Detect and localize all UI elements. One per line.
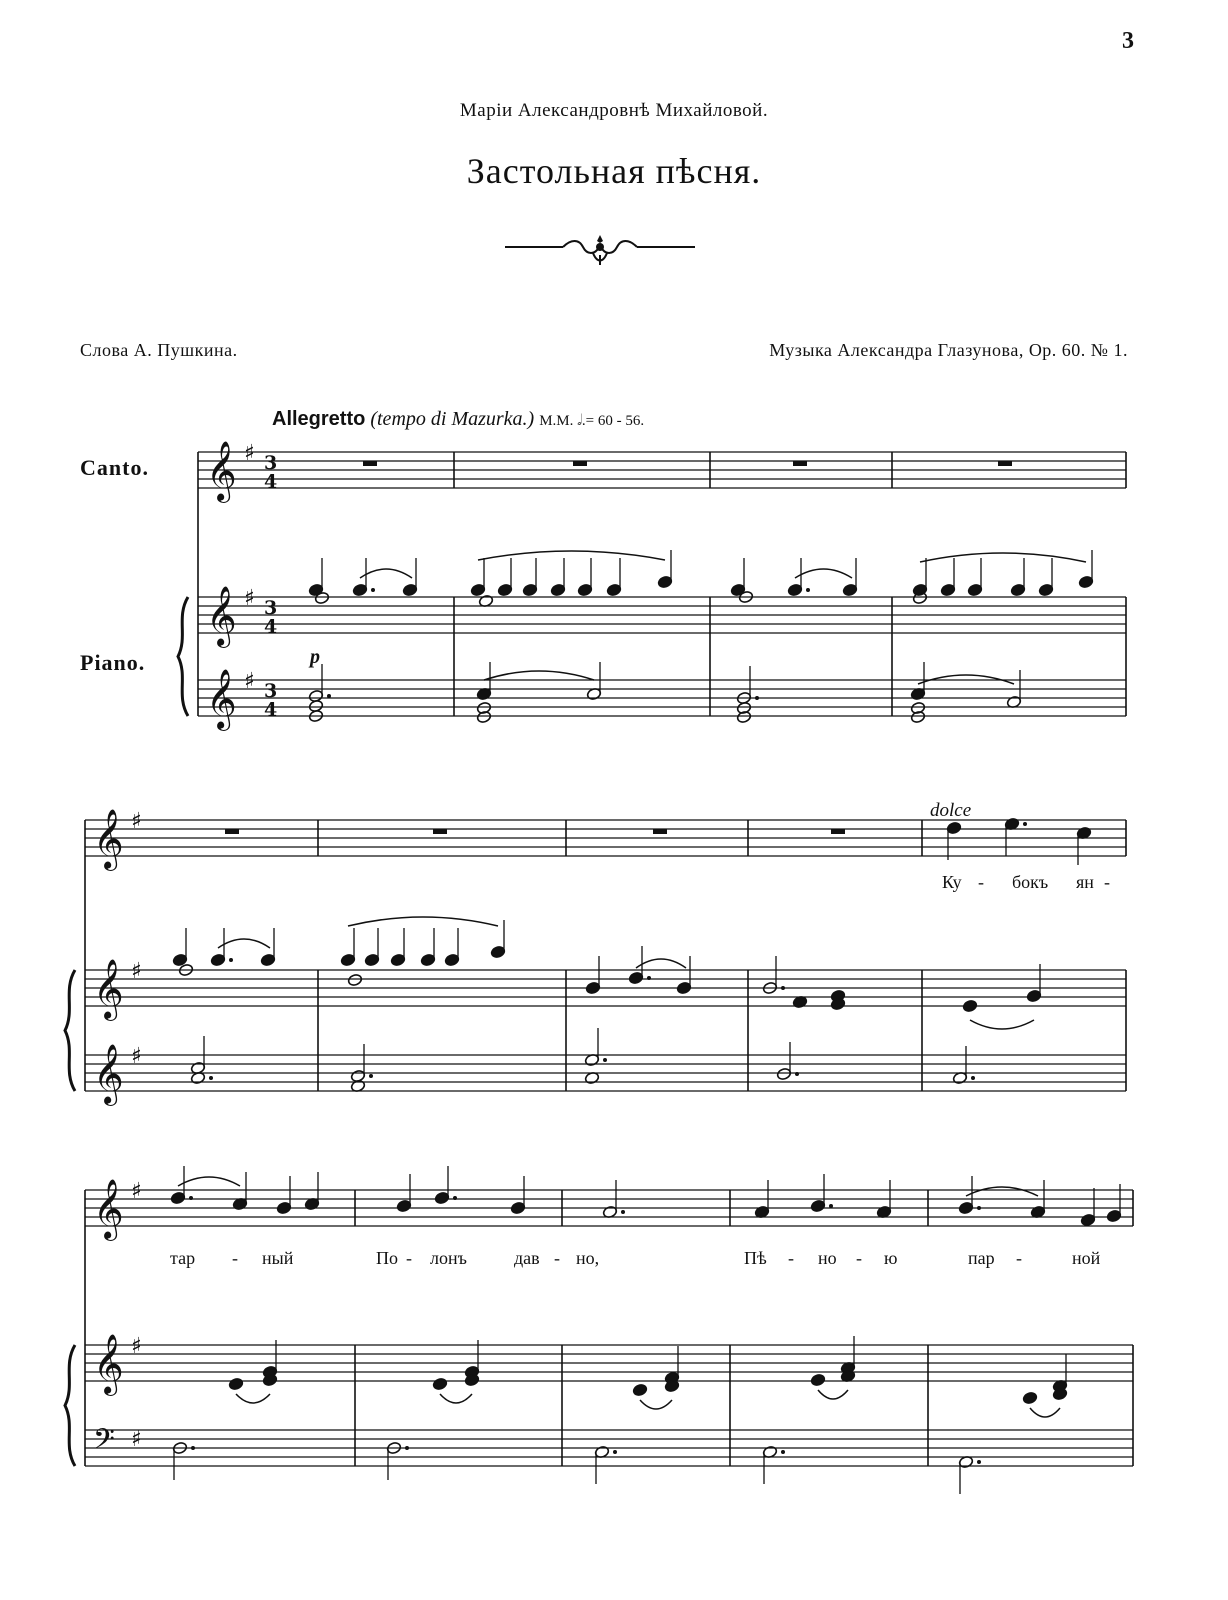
whole-rest: [363, 461, 377, 466]
lyric-hyphen: -: [788, 1248, 794, 1268]
dynamic-p: p: [310, 646, 320, 668]
time-signature-bottom: 4: [264, 616, 278, 638]
lyric-syllable: По: [376, 1248, 398, 1268]
whole-rest: [831, 829, 845, 834]
slur: [636, 959, 686, 968]
key-signature-sharp: ♯: [244, 669, 255, 694]
note-dot: [613, 1450, 617, 1454]
key-signature-sharp: ♯: [244, 586, 255, 611]
treble-clef-icon: 𝄞: [93, 1179, 124, 1239]
lyric-hyphen: -: [406, 1248, 412, 1268]
note-dot: [369, 1074, 373, 1078]
note-head: [228, 1377, 243, 1390]
time-signature-bottom: 4: [264, 699, 278, 721]
lyric-syllable: ян: [1076, 872, 1094, 892]
slur: [920, 553, 1086, 562]
piano-label: Piano.: [80, 650, 146, 675]
note-dot: [781, 986, 785, 990]
treble-clef-icon: 𝄞: [93, 809, 124, 869]
page-number: 3: [1122, 28, 1134, 54]
slur: [440, 1394, 472, 1403]
note-dot: [453, 1196, 457, 1200]
treble-clef-icon: 𝄞: [206, 669, 237, 729]
lyric-hyphen: -: [1104, 872, 1110, 892]
slur: [236, 1394, 270, 1403]
note-head: [347, 973, 362, 986]
note-dot: [229, 958, 233, 962]
lyric-hyphen: -: [978, 872, 984, 892]
note-dot: [829, 1204, 833, 1208]
whole-rest: [793, 461, 807, 466]
bass-clef-icon: 𝄢: [93, 1423, 115, 1463]
key-signature-sharp: ♯: [131, 1334, 142, 1359]
key-signature-sharp: ♯: [131, 1044, 142, 1069]
lyric-syllable: тар: [170, 1248, 196, 1268]
time-signature-top: 3: [264, 597, 278, 619]
lyric-syllable: бокъ: [1012, 872, 1049, 892]
note-dot: [621, 1210, 625, 1214]
note-dot: [781, 1450, 785, 1454]
slur: [178, 1177, 240, 1186]
slur: [818, 1390, 848, 1399]
note-head: [1022, 1391, 1037, 1404]
lyric-syllable: Пѣ: [744, 1248, 767, 1268]
time-signature-bottom: 4: [264, 471, 278, 493]
lyric-syllable: Ку: [942, 872, 962, 892]
note-dot: [977, 1460, 981, 1464]
slur: [218, 939, 270, 948]
key-signature-sharp: ♯: [131, 809, 142, 834]
lyric-syllable: пар: [968, 1248, 995, 1268]
note-dot: [755, 696, 759, 700]
note-dot: [405, 1446, 409, 1450]
note-head: [810, 1373, 825, 1386]
note-dot: [1023, 822, 1027, 826]
slur: [640, 1400, 672, 1409]
note-head: [432, 1377, 447, 1390]
whole-rest: [225, 829, 239, 834]
brace-icon: [178, 597, 188, 716]
note-dot: [603, 1058, 607, 1062]
note-dot: [371, 588, 375, 592]
lyric-syllable: лонъ: [430, 1248, 467, 1268]
lyric-syllable: ной: [1072, 1248, 1101, 1268]
treble-clef-icon: 𝄞: [206, 441, 237, 501]
tempo-main: Allegretto: [272, 408, 366, 430]
composer-credit: Музыка Александра Глазунова, Op. 60. № 1.: [769, 340, 1128, 360]
note-dot: [971, 1076, 975, 1080]
slur: [795, 569, 852, 578]
whole-rest: [653, 829, 667, 834]
lyric-syllable: ный: [262, 1248, 294, 1268]
slur: [478, 551, 665, 560]
song-title: Застольная пѣсня.: [466, 151, 762, 191]
note-dot: [209, 1076, 213, 1080]
treble-clef-icon: 𝄞: [206, 586, 237, 646]
time-signature-top: 3: [264, 680, 278, 702]
whole-rest: [998, 461, 1012, 466]
brace-icon: [65, 970, 75, 1091]
note-dot: [647, 976, 651, 980]
whole-rest: [573, 461, 587, 466]
slur: [1030, 1408, 1060, 1417]
voice-label: Canto.: [80, 455, 149, 480]
lyric-hyphen: -: [554, 1248, 560, 1268]
key-signature-sharp: ♯: [131, 1179, 142, 1204]
lyric-syllable: но: [818, 1248, 837, 1268]
time-signature-top: 3: [264, 452, 278, 474]
slur: [360, 569, 412, 578]
slur: [970, 1020, 1034, 1029]
key-signature-sharp: ♯: [131, 959, 142, 984]
metronome-mark: M.M. 𝅗𝅥.= 60 - 56.: [539, 413, 645, 429]
slur: [484, 671, 594, 680]
note-head: [632, 1383, 647, 1396]
dedication: Маріи Александровнѣ Михайловой.: [459, 100, 769, 121]
tempo-sub: (tempo di Mazurka.): [370, 408, 535, 430]
lyric-hyphen: -: [856, 1248, 862, 1268]
note-dot: [977, 1206, 981, 1210]
lyric-syllable: но,: [576, 1248, 600, 1268]
lyric-hyphen: -: [1016, 1248, 1022, 1268]
note-dot: [795, 1072, 799, 1076]
dynamic-dolce: dolce: [930, 800, 972, 821]
treble-clef-icon: 𝄞: [93, 1044, 124, 1104]
note-dot: [327, 694, 331, 698]
lyric-syllable: ю: [884, 1248, 898, 1268]
brace-icon: [65, 1345, 75, 1466]
whole-rest: [433, 829, 447, 834]
lyric-syllable: дав: [514, 1248, 540, 1268]
slur: [966, 1187, 1038, 1196]
treble-clef-icon: 𝄞: [93, 959, 124, 1019]
treble-clef-icon: 𝄞: [93, 1334, 124, 1394]
poet-credit: Слова А. Пушкина.: [80, 340, 238, 360]
note-dot: [806, 588, 810, 592]
key-signature-sharp: ♯: [244, 441, 255, 466]
key-signature-sharp: ♯: [131, 1427, 142, 1452]
note-dot: [189, 1196, 193, 1200]
note-dot: [191, 1446, 195, 1450]
note-head: [962, 999, 977, 1012]
lyric-hyphen: -: [232, 1248, 238, 1268]
slur: [348, 917, 498, 926]
